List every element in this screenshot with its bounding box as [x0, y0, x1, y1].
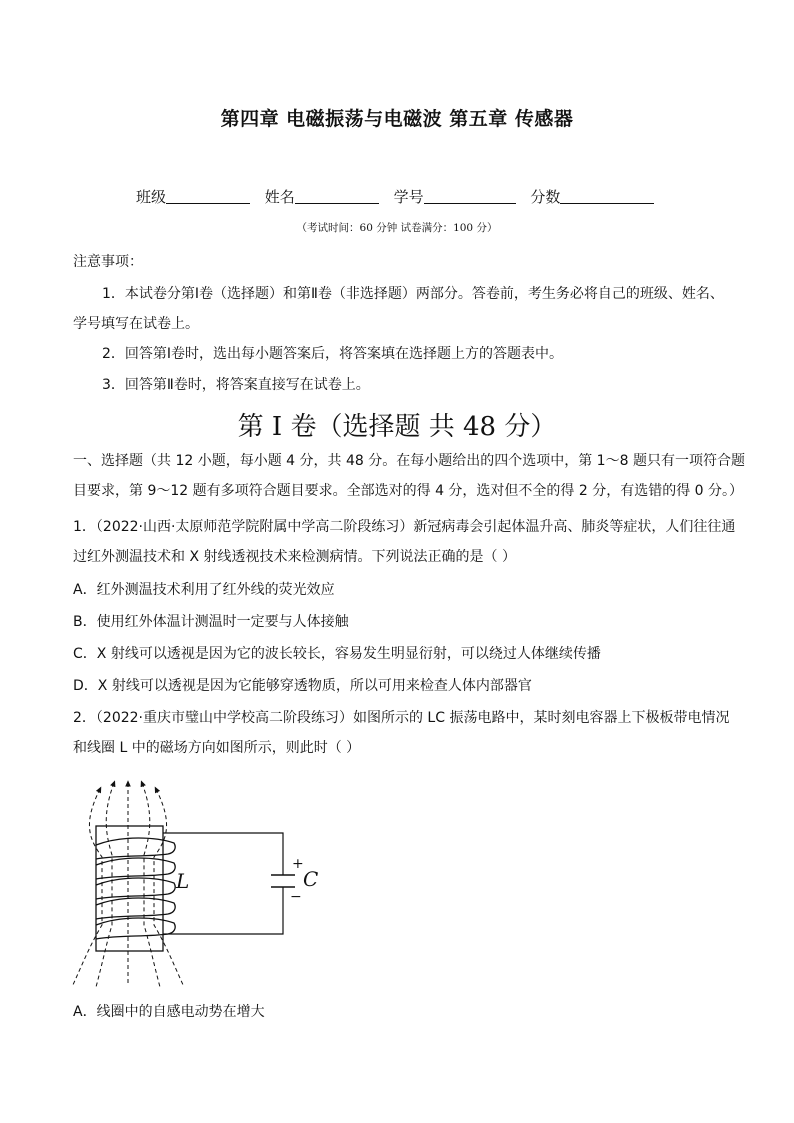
- q2-stem-2: 和线圈 L 中的磁场方向如图所示，则此时（ ）: [73, 740, 361, 756]
- id-label: 学号: [393, 188, 424, 206]
- notes-heading: 注意事项：: [73, 254, 143, 270]
- page-title: 第四章 电磁振荡与电磁波 第五章 传感器: [220, 108, 574, 130]
- lc-circuit-diagram: [62, 775, 332, 995]
- class-blank[interactable]: [166, 189, 250, 204]
- q1-option-a: A．红外测温技术利用了红外线的荧光效应: [73, 582, 335, 598]
- score-label: 分数: [530, 188, 561, 206]
- inductor-core: [96, 826, 163, 951]
- q1-option-d: D．X 射线可以透视是因为它能够穿透物质，所以可用来检查人体内部器官: [73, 678, 532, 694]
- section-instructions-1: 一、选择题（共 12 小题，每小题 4 分，共 48 分。在每小题给出的四个选项中，第 1～8 题只有一项符合题: [73, 453, 745, 469]
- class-label: 班级: [136, 188, 167, 206]
- inductor-label: L: [176, 869, 190, 893]
- capacitor-plus-sign: +: [292, 856, 304, 872]
- section-title: 第 I 卷（选择题 共 48 分）: [237, 412, 557, 442]
- student-info-line: [136, 186, 664, 207]
- capacitor-label: C: [303, 867, 319, 891]
- q2-option-a: A．线圈中的自感电动势在增大: [73, 1004, 265, 1020]
- q1-stem-1: 1．（2022·山西·太原师范学院附属中学高二阶段练习）新冠病毒会引起体温升高、肺炎等症状，人们往往通: [73, 519, 736, 535]
- q2-stem-1: 2．（2022·重庆市璧山中学校高二阶段练习）如图所示的 LC 振荡电路中，某时刻电容器上下极板带电情况: [73, 710, 730, 726]
- note-item-1: 1．本试卷分第Ⅰ卷（选择题）和第Ⅱ卷（非选择题）两部分。答卷前，考生务必将自己的班级、姓名、: [102, 286, 724, 302]
- note-item-3: 3．回答第Ⅱ卷时，将答案直接写在试卷上。: [102, 377, 370, 393]
- note-item-1-cont: 学号填写在试卷上。: [73, 316, 199, 332]
- magnetic-field-lines: [72, 783, 184, 987]
- section-instructions-2: 目要求，第 9～12 题有多项符合题目要求。全部选对的得 4 分，选对但不全的得 2 分，有选错的得 0 分。）: [73, 483, 744, 499]
- score-blank[interactable]: [560, 189, 654, 204]
- q1-stem-2: 过红外测温技术和 X 射线透视技术来检测病情。下列说法正确的是（ ）: [73, 549, 516, 565]
- name-blank[interactable]: [295, 189, 379, 204]
- note-item-2: 2．回答第Ⅰ卷时，选出每小题答案后，将答案填在选择题上方的答题表中。: [102, 346, 564, 362]
- name-label: 姓名: [264, 188, 295, 206]
- capacitor-minus-sign: −: [290, 889, 302, 905]
- q1-option-c: C．X 射线可以透视是因为它的波长较长，容易发生明显衍射，可以绕过人体继续传播: [73, 646, 601, 662]
- exam-time-note: （考试时间：60 分钟 试卷满分：100 分）: [296, 222, 498, 234]
- q1-option-b: B．使用红外体温计测温时一定要与人体接触: [73, 614, 349, 630]
- id-blank[interactable]: [424, 189, 516, 204]
